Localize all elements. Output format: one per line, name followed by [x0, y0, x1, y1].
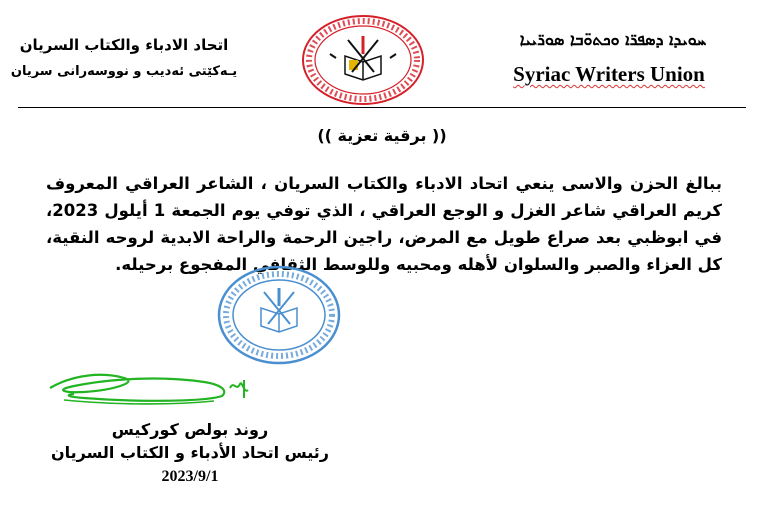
signatory-name: روند بولص كوركيس [111, 420, 269, 439]
document-title: (( برقية تعزية )) [317, 126, 447, 145]
union-name-kurdish: يـەكێتی ئەدیب و نووسەرانی سریان [10, 64, 238, 79]
union-name-arabic: اتحاد الادباء والكتاب السريان [19, 36, 229, 54]
union-name-syriac: ܚܘܝܕܐ ܕܣܦܪ̈ܐ ܘܟܬܘ̈ܒܐ ܣܘܪ̈ܝܝܐ [519, 30, 707, 49]
union-name-english [494, 62, 724, 87]
signatory-title: رئيس اتحاد الأدباء و الكتاب السريان [50, 443, 330, 462]
document-date: 2023/9/1 [161, 468, 219, 485]
handwritten-signature [44, 368, 252, 410]
document-body: ببالغ الحزن والاسى ينعي اتحاد الادباء والكتاب السريان ، الشاعر العراقي المعروف كريم العراقي شاعر الغزل و الوجع العراقي ، الذي توفي يوم الجمعة 1 أيلول 2023، في ابوظبي بعد صراع طويل مع المرض، راجين الرحمة والراحة الابدية لروحه النقية، كل العزاء والصبر والسلوان لأهله ومحبيه وللوسط الثقافي المفجوع برحيله. [46, 174, 722, 274]
header-divider [18, 107, 746, 108]
union-stamp [214, 262, 344, 368]
union-name-english-text: Syriac Writers Union [513, 62, 705, 86]
union-logo [300, 14, 426, 106]
